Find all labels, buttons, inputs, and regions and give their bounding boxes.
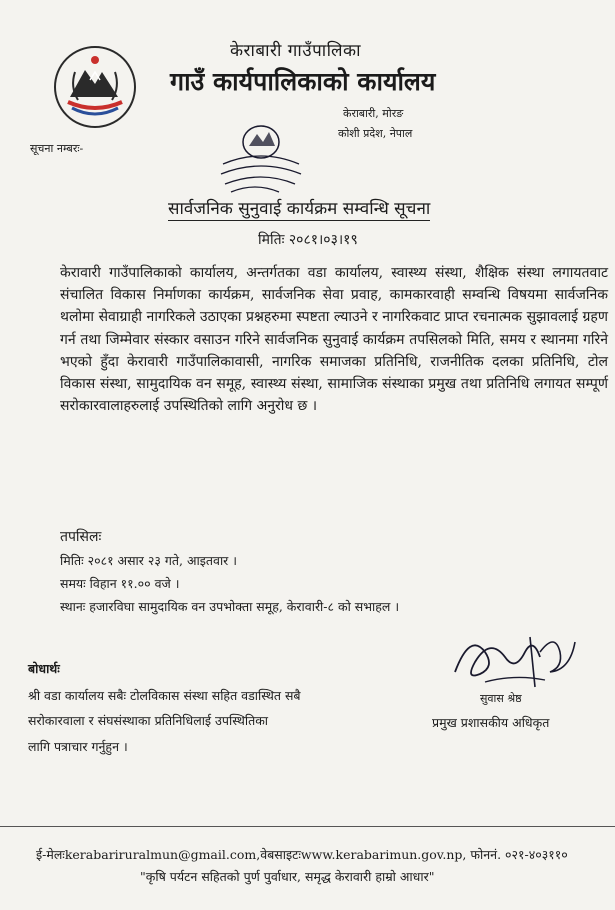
footer-slogan: "कृषि पर्यटन सहितको पुर्ण पुर्वाधार, समृद्ध केरावारी हाम्रो आधार" [140, 869, 435, 884]
details-time: समयः विहान ११.०० वजे । [60, 576, 180, 591]
office-name: गाउँ कार्यपालिकाको कार्यालय [170, 67, 436, 96]
notice-subject: सार्वजनिक सुनुवाई कार्यक्रम सम्वन्धि सूचना [168, 196, 430, 221]
footer-contact: ई-मेलःkerabariruralmun@gmail.com,वेबसाइटःwww.kerabarimun.gov.np, फोननं. ०२१-४०३११० [36, 847, 568, 862]
signer-name: सुवास श्रेष्ठ [480, 692, 522, 705]
signer-title: प्रमुख प्रशासकीय अधिकृत [432, 715, 550, 730]
footer-divider [0, 826, 615, 827]
notice-body: केरावारी गाउँपालिकाको कार्यालय, अन्तर्गतका वडा कार्यालय, स्वास्थ्य संस्था, शैक्षिक संस्था लगायतवाट संचालित विकास निर्माणका कार्यक्रम, सार्वजनिक सेवा प्रवाह, कामकारवाही सम्वन्धि विषयमा सार्वजनिक थलोमा सेवाग्राही नागरिकले उठाएका प्रश्नहरुमा स्पष्टता ल्याउने र नागरिकवाट प्राप्त रचनात्मक सुझावलाई ग्रहण गर्न तथा जिम्मेवार संस्कार वसाउन गरिने सार्वजनिक सुनुवाई कार्यक्रम तपसिलको मिति, समय र स्थानमा गरिने भएको हुँदा केरावारी गाउँपालिकावासी, नागरिक समाजका प्रतिनिधि, राजनीतिक दलका प्रतिनिधि, टोल विकास संस्था, सामुदायिक वन समूह, स्वास्थ्य संस्था, सामाजिक संस्थाका प्रमुख तथा प्रतिनिधि लगायत सम्पूर्ण सरोकारवालाहरुलाई उपस्थितिको लागि अनुरोध छ । [60, 265, 608, 415]
details-place: स्थानः हजारविघा सामुदायिक वन उपभोक्ता समूह, केरावारी-८ को सभाहल । [60, 599, 400, 614]
office-stamp [215, 118, 307, 198]
address-line-1: केराबारी, मोरङ [343, 107, 404, 120]
details-title: तपसिलः [60, 529, 102, 545]
details-date: मितिः २०८१ असार २३ गते, आइतवार । [60, 553, 238, 568]
municipality-name: केराबारी गाउँपालिका [230, 41, 362, 61]
notice-number-label: सूचना नम्बरः- [30, 142, 84, 155]
cc-title: बोधार्थः [28, 661, 60, 676]
nepal-emblem-logo [50, 42, 140, 132]
notice-date: मितिः २०८१।०३।१९ [258, 232, 358, 248]
cc-line-3: लागि पत्राचार गर्नुहुन । [28, 739, 128, 754]
cc-line-2: सरोकारवाला र संघसंस्थाका प्रतिनिधिलाई उपस्थितिका [28, 713, 269, 728]
cc-line-1: श्री वडा कार्यालय सबैः टोलविकास संस्था सहित वडास्थित सबै [28, 688, 301, 703]
signature [445, 612, 585, 697]
address-line-2: कोशी प्रदेश, नेपाल [338, 127, 413, 140]
